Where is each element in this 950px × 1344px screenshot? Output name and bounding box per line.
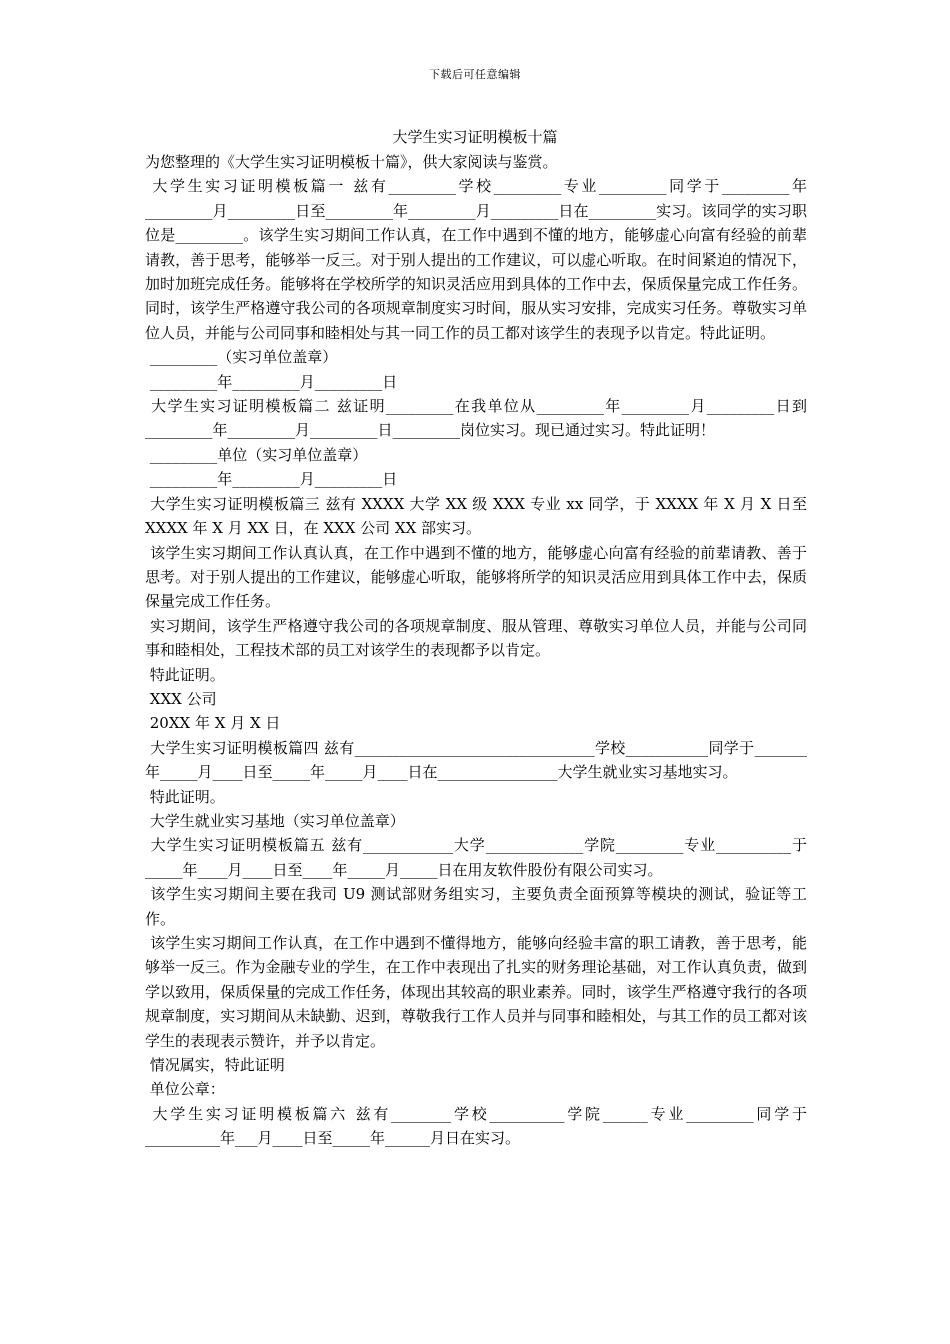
template-2-seal-line: _________单位（实习单位盖章） <box>145 445 368 464</box>
template-5-certify-line: 情况属实，特此证明 <box>145 1056 285 1075</box>
template-5-performance-paragraph: 该学生实习期间工作认真，在工作中遇到不懂得地方，能够向经验丰富的职工请教，善于思考，能够举一反三。作为金融专业的学生，在工作中表现出了扎实的财务理论基础，对工作认真负责，做到学以致用，保质保量的完成工作任务，体现出其较高的职业素养。同时，该学生严格遵守我行的各项规章制度，实习期间从未缺勤、迟到，尊敬我行工作人员并与同事和睦相处，与其工作的员工都对该学生的表现表示赞许，并予以肯定。 <box>145 934 807 1050</box>
template-1-paragraph: 大学生实习证明模板篇一 兹有_________学校_________专业_________同学于_________年_________月_________日至_________年_________月_________日在_________实习。该同学的实习职位是_________。该学生实习期间工作认真，在工作中遇到不懂的地方，能够虚心向富有经验的前辈请教，善于思考，能够举一反三。对于别人提出的工作建议，可以虚心听取。在时间紧迫的情况下，加时加班完成任务。能够将在学校所学的知识灵活应用到具体的工作中去，保质保量完成工作任务。同时，该学生严格遵守我公司的各项规章制度实习时间，服从实习安排，完成实习任务。尊敬实习单位人员，并能与公司同事和睦相处与其一同工作的员工都对该学生的表现予以肯定。特此证明。 <box>145 177 807 342</box>
template-2-paragraph: 大学生实习证明模板篇二 兹证明_________在我单位从_________年_________月_________日到_________年_________月_________日_________岗位实习。现已通过实习。特此证明！ <box>145 397 807 440</box>
template-3-discipline-paragraph: 实习期间，该学生严格遵守我公司的各项规章制度、服从管理、尊敬实习单位人员，并能与公司同事和睦相处，工程技术部的员工对该学生的表现都予以肯定。 <box>145 616 807 660</box>
template-1-date-line: _________年_________月_________日 <box>145 372 398 391</box>
template-3-company-line: XXX 公司 <box>145 689 217 708</box>
document-body <box>145 150 812 1151</box>
template-4-paragraph: 大学生实习证明模板篇四 兹有________________________________学校___________同学于_______年_____月____日至_____年_____月____日在________________大学生就业实习基地实习。 <box>145 738 807 782</box>
document-title: 大学生实习证明模板十篇 <box>392 128 558 146</box>
template-3-date-line: 20XX 年 X 月 X 日 <box>145 714 281 733</box>
template-3-performance-paragraph: 该学生实习期间工作认真认真，在工作中遇到不懂的地方，能够虚心向富有经验的前辈请教、善于思考。对于别人提出的工作建议，能够虚心听取，能够将所学的知识灵活应用到具体工作中去，保质保量完成工作任务。 <box>145 543 807 611</box>
template-5-duty-paragraph: 该学生实习期间主要在我司 U9 测试部财务组实习，主要负责全面预算等模块的测试，验证等工作。 <box>145 885 807 928</box>
template-5-seal-line: 单位公章： <box>145 1080 225 1099</box>
template-4-certify-line: 特此证明。 <box>145 787 225 806</box>
template-1-seal-line: _________（实习单位盖章） <box>145 348 338 367</box>
page-header-note: 下载后可任意编辑 <box>429 68 521 81</box>
template-2-date-line: _________年_________月_________日 <box>145 470 398 489</box>
template-3-paragraph: 大学生实习证明模板篇三 兹有 XXXX 大学 XX 级 XXX 专业 xx 同学，于 XXXX 年 X 月 X 日至 XXXX 年 X 月 XX 日，在 XXX 公司 XX 部实习。 <box>145 494 812 538</box>
template-3-certify-line: 特此证明。 <box>145 665 225 684</box>
intro-paragraph: 为您整理的《大学生实习证明模板十篇》，供大家阅读与鉴赏。 <box>145 153 558 171</box>
template-6-paragraph: 大学生实习证明模板篇六 兹有________学校__________学院______专业_________同学于__________年___月____日至_____年______月日在实习。 <box>145 1104 807 1148</box>
template-4-seal-line: 大学生就业实习基地（实习单位盖章） <box>145 811 405 830</box>
template-5-paragraph: 大学生实习证明模板篇五 兹有____________大学_____________学院_________专业__________于_____年____月____日至____年_____月_____日在用友软件股份有限公司实习。 <box>145 836 807 879</box>
